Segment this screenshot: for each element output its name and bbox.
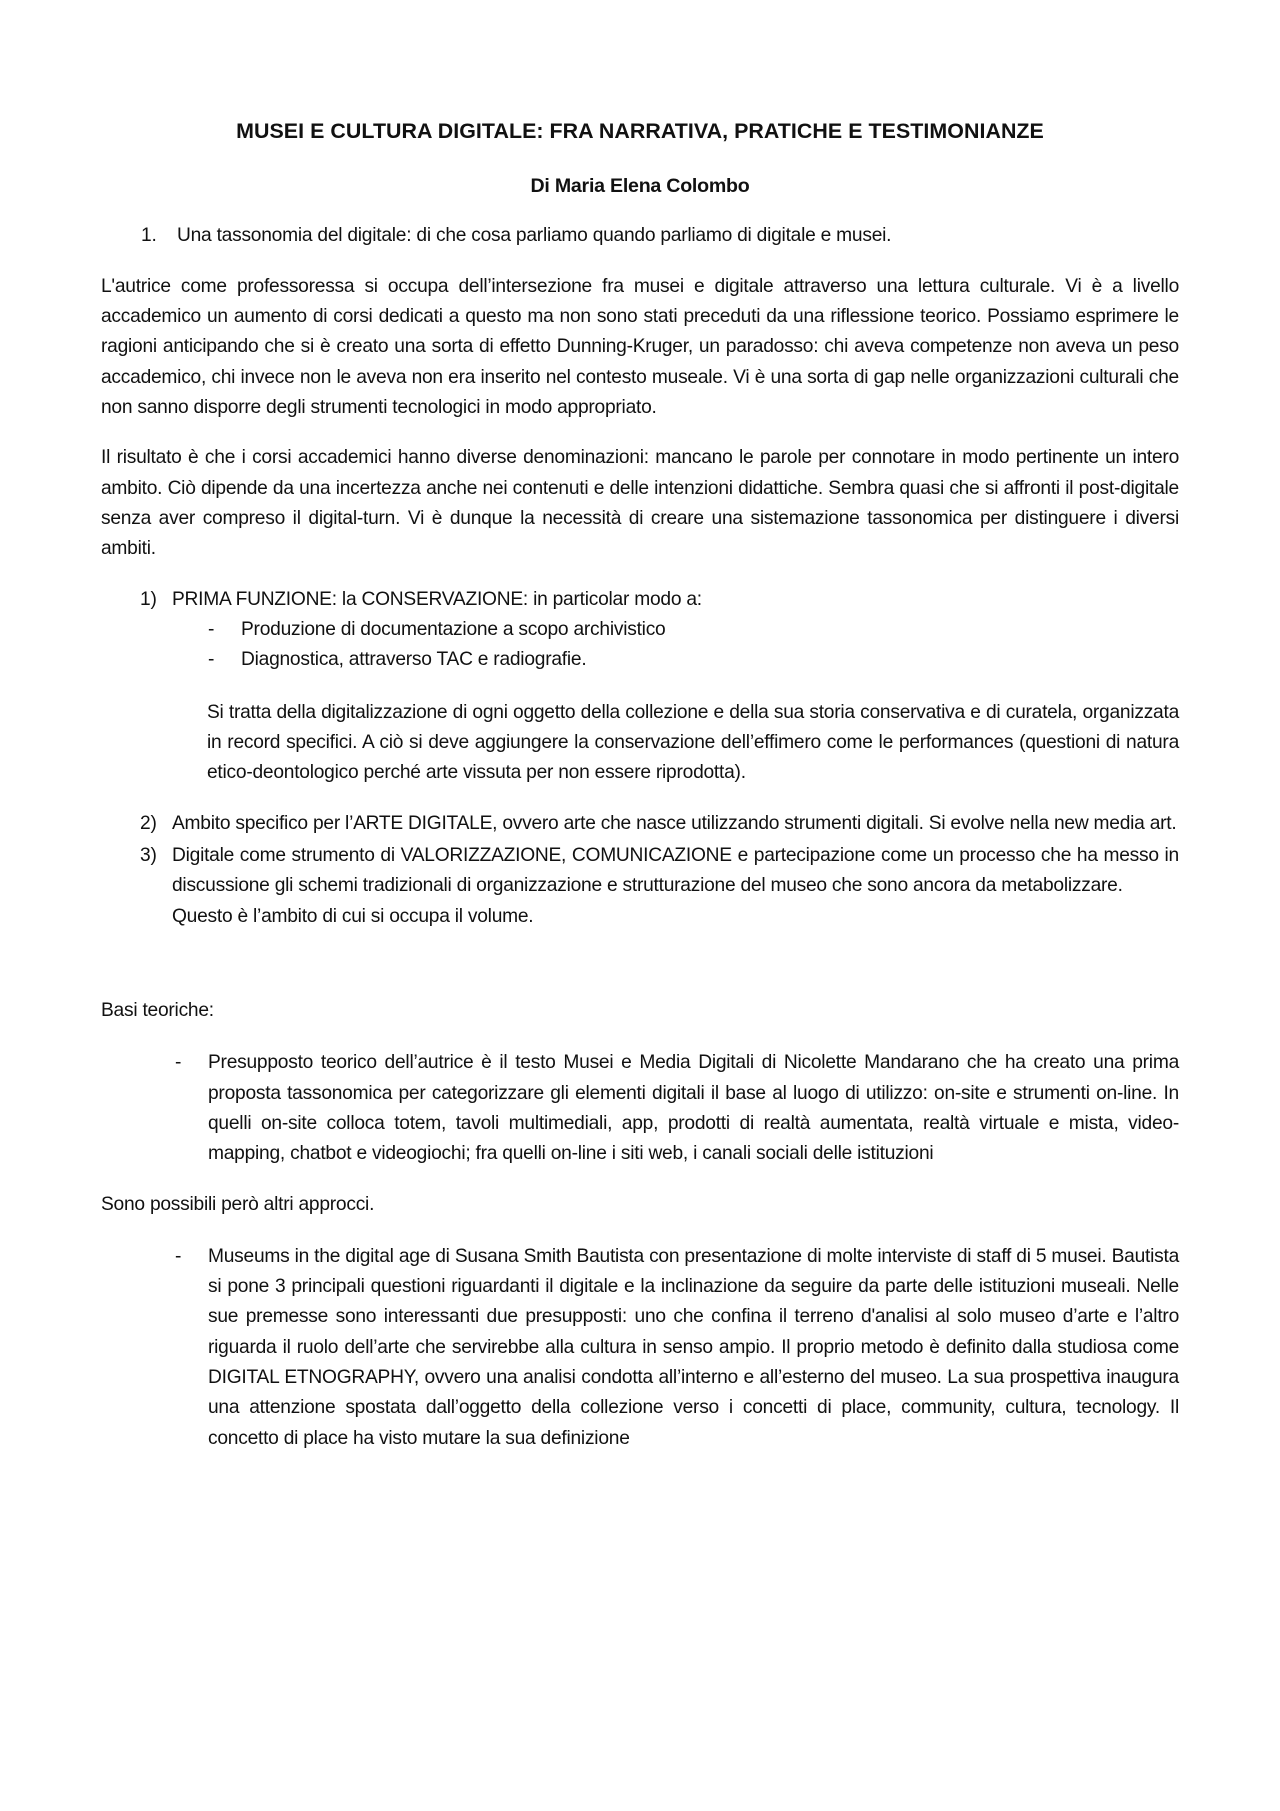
altri-approcci-text: Sono possibili però altri approcci.	[101, 1193, 375, 1215]
taxonomy-list	[101, 585, 1179, 932]
taxonomy-item-1	[140, 585, 1179, 789]
taxonomy-item-1-paragraph: Si tratta della digitalizzazione di ogni oggetto della collezione e della sua storia conservativa e di curatela, organizzata in record specifici. A ciò si deve aggiungere la conservazione dell’effimero come le performances (questioni di natura etico-deontologico perché arte vissuta per non essere riprodotta).	[207, 701, 1179, 784]
page-title: MUSEI E CULTURA DIGITALE: FRA NARRATIVA, PRATICHE E TESTIMONIANZE	[236, 119, 1044, 143]
intro-paragraph-1: L'autrice come professoressa si occupa dell’intersezione fra musei e digitale attraverso una lettura culturale. Vi è a livello accademico un aumento di corsi dedicati a questo ma non sono stati preceduti da una riflessione teorico. Possiamo esprimere le ragioni anticipando che si è creato una sorta di effetto Dunning-Kruger, un paradosso: chi aveva competenze non aveva un peso accademico, chi invece non le aveva non era inserito nel contesto museale. Vi è una sorta di gap nelle organizzazioni culturali che non sanno disporre degli strumenti tecnologici in modo appropriato.	[101, 275, 1179, 418]
taxonomy-item-3	[140, 841, 1179, 932]
list-item: - Diagnostica, attraverso TAC e radiografie.	[206, 645, 1179, 675]
taxonomy-item-3-extra-line: Questo è l’ambito di cui si occupa il volume.	[172, 905, 534, 927]
taxonomy-item-3-text: Digitale come strumento di VALORIZZAZIONE, COMUNICAZIONE e partecipazione come un processo che ha messo in discussione gli schemi tradizionali di organizzazione e strutturazione del museo che sono ancora da metabolizzare.	[172, 844, 1179, 897]
taxonomy-item-1-text: PRIMA FUNZIONE: la CONSERVAZIONE: in particolar modo a:	[172, 588, 702, 610]
basi-teoriche-bullets-2	[101, 1242, 1179, 1454]
list-item: - Museums in the digital age di Susana Smith Bautista con presentazione di molte interviste di staff di 5 musei. Bautista si pone 3 principali questioni riguardanti il digitale e la inclinazione da seguire da parte delle istituzioni museali. Nelle sue premesse sono interessanti due presupposti: uno che confina il terreno d'analisi al solo museo d’arte e l’altro riguarda il ruolo dell’arte che servirebbe alla cultura in senso ampio. Il proprio metodo è definito dalla studiosa come DIGITAL ETNOGRAPHY, ovvero una analisi condotta all’interno e all’esterno del museo. La sua prospettiva inaugura una attenzione spostata dall’oggetto della collezione verso i concetti di place, community, cultura, tecnology. Il concetto di place ha visto mutare la sua definizione	[173, 1242, 1179, 1454]
intro-paragraph-2: Il risultato è che i corsi accademici hanno diverse denominazioni: mancano le parole per connotare in modo pertinente un intero ambito. Ciò dipende da una incertezza anche nei contenuti e delle intenzioni didattiche. Sembra quasi che si affronti il post-digitale senza aver compreso il digital-turn. Vi è dunque la necessità di creare una sistemazione tassonomica per distinguere i diversi ambiti.	[101, 447, 1179, 560]
section-spacer	[101, 932, 1179, 996]
document-author: Di Maria Elena Colombo	[530, 174, 750, 197]
taxonomy-item-1-sub-bullets	[172, 615, 1179, 676]
taxonomy-item-2	[140, 809, 1179, 839]
document-body	[101, 118, 1179, 1454]
list-item: Una tassonomia del digitale: di che cosa parliamo quando parliamo di digitale e musei.	[177, 225, 892, 247]
basi-teoriche-label: Basi teoriche:	[101, 999, 214, 1021]
list-item: - Produzione di documentazione a scopo archivistico	[206, 615, 1179, 645]
basi-teoriche-bullets	[101, 1048, 1179, 1169]
section-number-list	[101, 221, 1179, 251]
taxonomy-item-2-text: Ambito specifico per l’ARTE DIGITALE, ovvero arte che nasce utilizzando strumenti digitali. Si evolve nella new media art.	[172, 812, 1177, 834]
list-item: - Presupposto teorico dell’autrice è il testo Musei e Media Digitali di Nicolette Mandarano che ha creato una prima proposta tassonomica per categorizzare gli elementi digitali il base al luogo di utilizzo: on-site e strumenti on-line. In quelli on-site colloca totem, tavoli multimediali, app, prodotti di realtà aumentata, realtà virtuale e mista, video-mapping, chatbot e videogiochi; fra quelli on-line i siti web, i canali sociali delle istituzioni	[173, 1048, 1179, 1169]
